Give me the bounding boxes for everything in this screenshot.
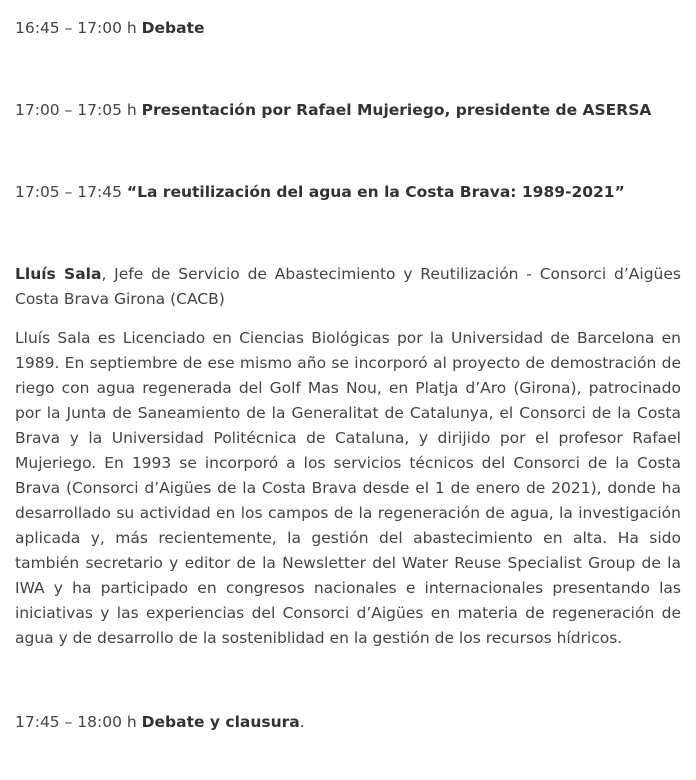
schedule-item-talk [15, 181, 625, 203]
schedule-item-debate [15, 17, 205, 39]
schedule-time: 17:45 – 18:00 h [15, 713, 137, 731]
schedule-time: 17:05 – 17:45 [15, 183, 122, 201]
speaker-bio: Lluís Sala es Licenciado en Ciencias Biológicas por la Universidad de Barcelona en 1989. En septiembre de ese mismo año se incorporó al proyecto de demostración de riego con agua regenerada del Golf Mas Nou, en Platja d’Aro (Girona), patrocinado por la Junta de Saneamiento de la Generalitat de Catalunya, el Consorci de la Costa Brava y la Universidad Politécnica de Cataluna, y dirijido por el profesor Rafael Mujeriego. En 1993 se incorporó a los servicios técnicos del Consorci de la Costa Brava (Consorci d’Aigües de la Costa Brava desde el 1 de enero de 2021), donde ha desarrollado su actividad en los campos de la regeneración de agua, la investigación aplicada y, más recientemente, la gestión del abastecimiento en alta. Ha sido también secretario y editor de la Newsletter del Water Reuse Specialist Group de la IWA y ha participado en congresos nacionales e internacionales presentando las iniciativas y las experiencias del Consorci d’Aigües en materia de regeneración de agua y de desarrollo de la sosteniblidad en la gestión de los recursos hídricos. [15, 329, 681, 647]
schedule-item-presentation [15, 99, 651, 121]
schedule-title: Debate y clausura [141, 713, 300, 731]
speaker-role: , Jefe de Servicio de Abastecimiento y Reutilización - Consorci d’Aigües Costa Brava Girona (CACB) [15, 265, 681, 308]
speaker-name: Lluís Sala [15, 265, 102, 283]
schedule-title: Presentación por Rafael Mujeriego, presidente de ASERSA [141, 101, 652, 119]
schedule-suffix: . [299, 713, 305, 731]
speaker-intro [15, 262, 681, 312]
schedule-title: Debate [141, 19, 205, 37]
schedule-time: 17:00 – 17:05 h [15, 101, 137, 119]
schedule-time: 16:45 – 17:00 h [15, 19, 137, 37]
schedule-item-closing [15, 711, 305, 733]
schedule-title: “La reutilización del agua en la Costa Brava: 1989-2021” [126, 183, 625, 201]
